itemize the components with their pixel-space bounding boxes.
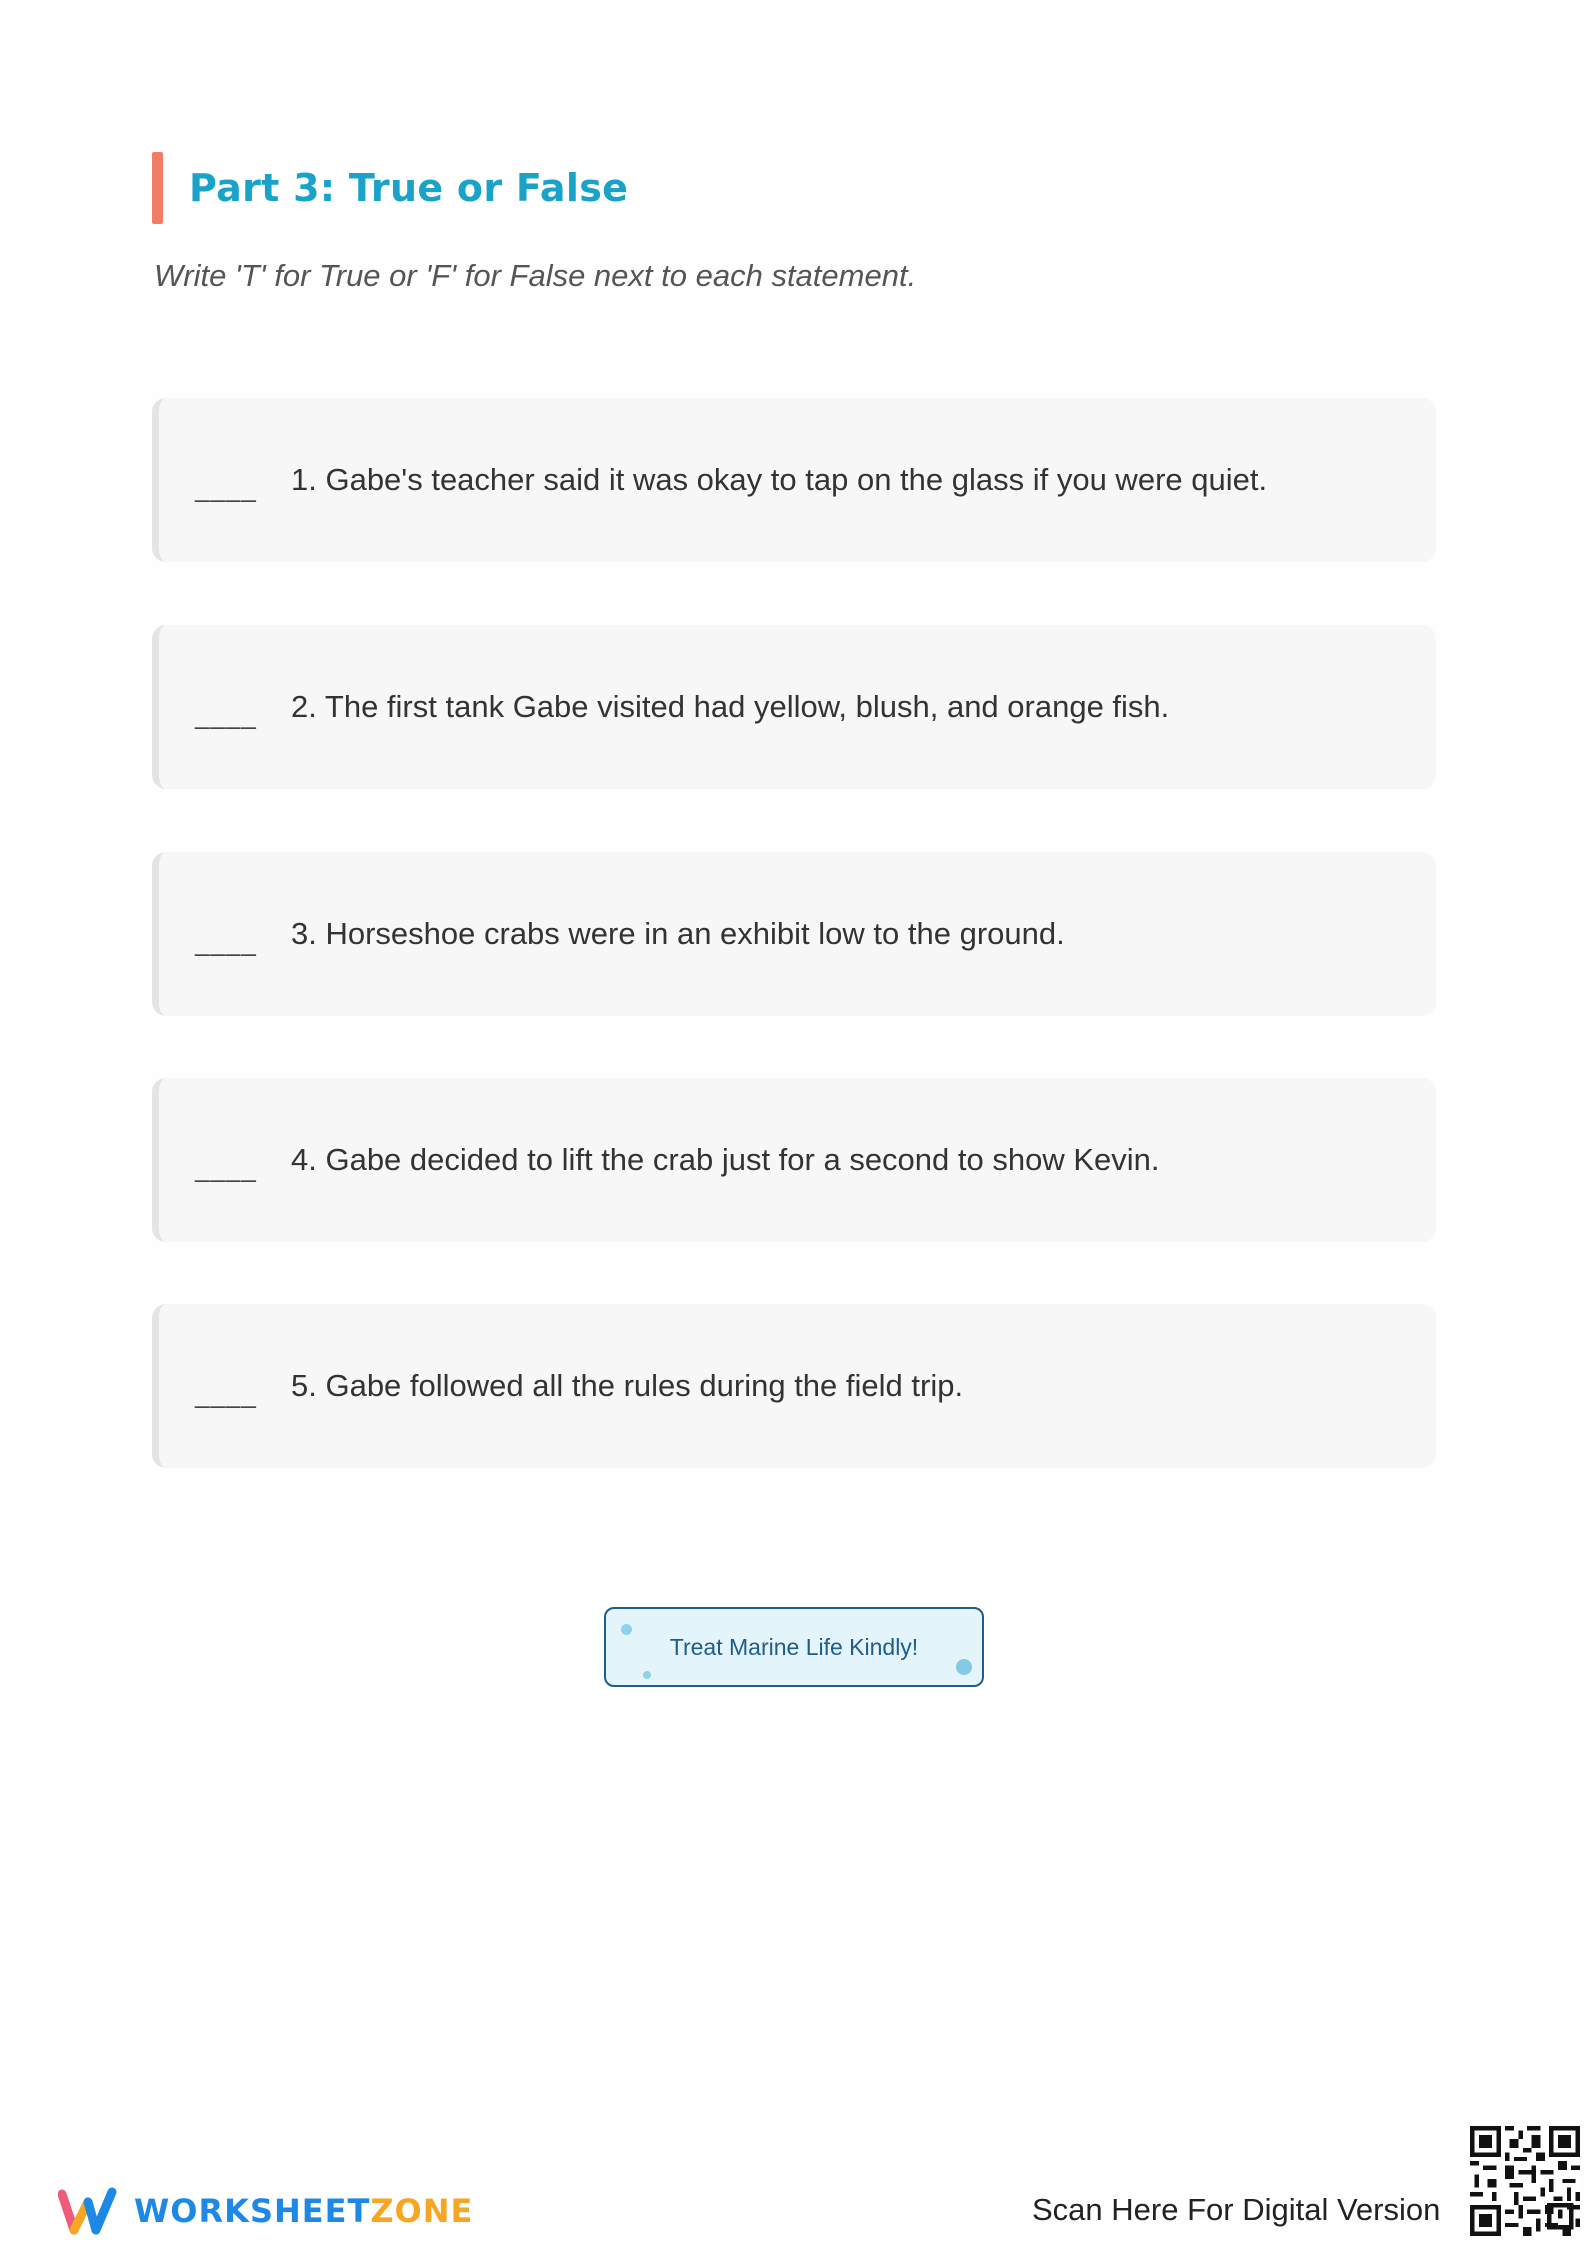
logo-text-zone: ZONE — [370, 2192, 474, 2230]
question-card — [152, 625, 1436, 789]
logo-text — [134, 2192, 473, 2230]
answer-blank[interactable]: ____ — [195, 1152, 257, 1183]
question-text: 2. The first tank Gabe visited had yellow, blush, and orange fish. — [291, 689, 1170, 724]
logo-text-worksheet: WORKSHEET — [134, 2192, 371, 2230]
section-header — [152, 152, 628, 224]
bubble-icon — [643, 1671, 651, 1679]
answer-blank[interactable]: ____ — [195, 1378, 257, 1409]
section-accent-bar — [152, 152, 163, 224]
bubble-icon — [621, 1624, 632, 1635]
bubble-icon — [956, 1659, 972, 1675]
logo-mark-icon — [58, 2186, 118, 2236]
marine-life-badge — [604, 1607, 984, 1687]
worksheetzone-logo[interactable] — [58, 2186, 473, 2236]
scan-label: Scan Here For Digital Version — [1032, 2192, 1441, 2227]
question-text: 1. Gabe's teacher said it was okay to tap on the glass if you were quiet. — [291, 462, 1268, 497]
answer-blank[interactable]: ____ — [195, 926, 257, 957]
qr-code-icon[interactable] — [1470, 2126, 1580, 2236]
question-card — [152, 852, 1436, 1016]
section-title: Part 3: True or False — [189, 166, 629, 210]
question-text: 3. Horseshoe crabs were in an exhibit low to the ground. — [291, 916, 1065, 951]
question-card — [152, 1078, 1436, 1242]
answer-blank[interactable]: ____ — [195, 472, 257, 503]
answer-blank[interactable]: ____ — [195, 699, 257, 730]
badge-text: Treat Marine Life Kindly! — [669, 1633, 919, 1660]
instructions: Write 'T' for True or 'F' for False next to each statement. — [154, 258, 917, 293]
question-card — [152, 398, 1436, 562]
question-text: 4. Gabe decided to lift the crab just for a second to show Kevin. — [291, 1142, 1160, 1177]
question-card — [152, 1304, 1436, 1468]
question-text: 5. Gabe followed all the rules during the field trip. — [291, 1368, 964, 1403]
